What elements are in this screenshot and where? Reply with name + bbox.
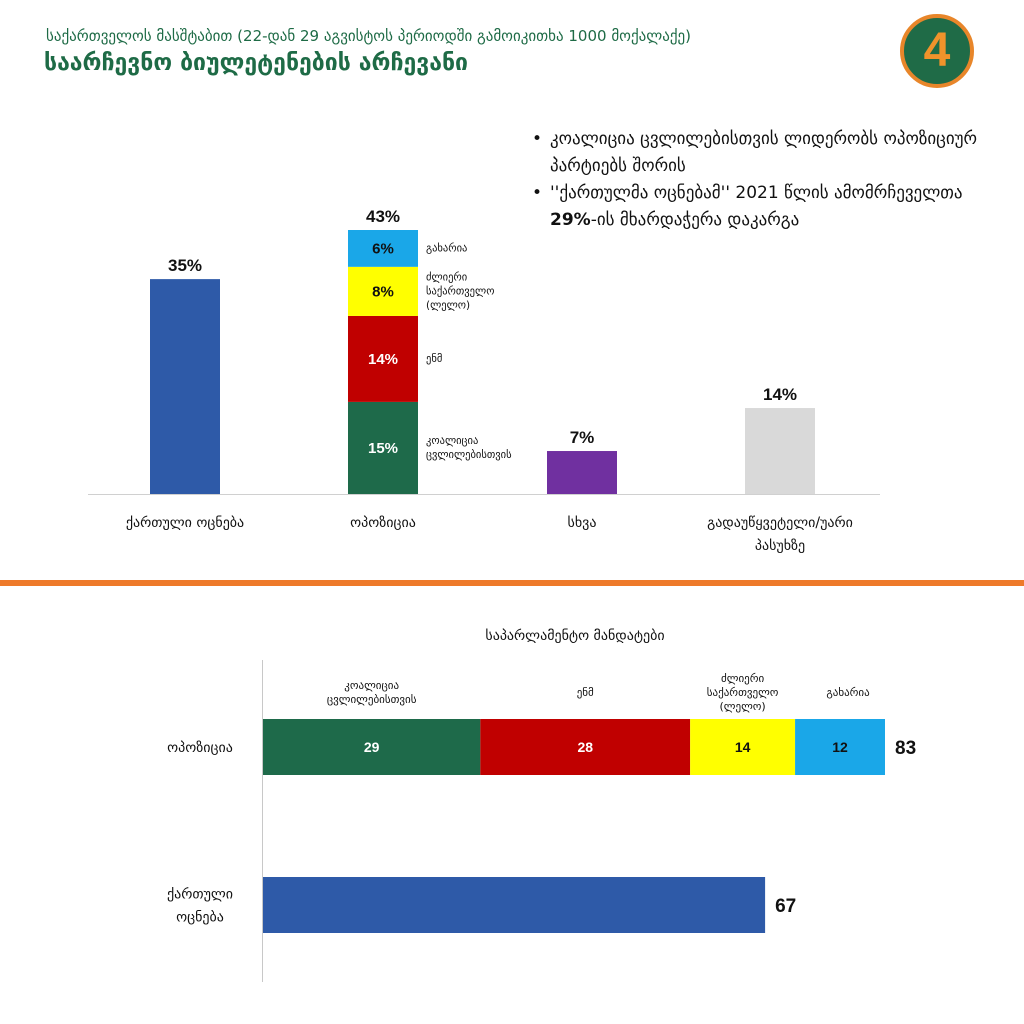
seat-legend-label-line-2: საქართველო xyxy=(706,686,779,699)
seat-category-label-line-1: ოპოზიცია xyxy=(167,740,233,756)
segment-value-label: 6% xyxy=(372,240,394,258)
segment-legend-label-line-1: კოალიცია xyxy=(426,434,479,447)
category-label-1: ოპოზიცია xyxy=(350,515,416,531)
seat-legend-label-line-1: გახარია xyxy=(826,686,870,699)
bar-total-label: 35% xyxy=(167,256,203,276)
bar-total-label: 7% xyxy=(569,428,595,448)
finding-2-highlight: 29% xyxy=(550,210,591,230)
bar-total-label: 43% xyxy=(365,207,401,226)
seat-bar-segment xyxy=(263,877,765,933)
segment-legend-label-line-3: (ლელო) xyxy=(426,299,471,312)
segment-legend-label-line-1: ძლიერი xyxy=(426,271,468,284)
segment-legend-label-line-2: საქართველო xyxy=(426,285,495,298)
finding-2-post: -ის მხარდაჭერა დაკარგა xyxy=(590,210,800,230)
page-number: 4 xyxy=(923,24,951,77)
seat-legend-label-line-2: ცვლილებისთვის xyxy=(326,693,417,706)
category-label-2: პასუხზე xyxy=(754,538,806,554)
segment-legend-label-line-1: გახარია xyxy=(426,242,468,255)
category-label-1: ქართული ოცნება xyxy=(125,515,245,531)
segment-value-label: 15% xyxy=(367,439,399,457)
seat-legend-label-line-1: ენმ xyxy=(576,686,594,699)
segment-legend-label-line-1: ენმ xyxy=(426,352,443,365)
category-label-1: სხვა xyxy=(567,515,597,531)
seat-total-label: 67 xyxy=(775,896,797,917)
finding-2-pre: ''ქართულმა ოცნებამ'' 2021 წლის ამომრჩეველთა xyxy=(550,183,963,203)
seat-legend-label-line-1: კოალიცია xyxy=(344,679,400,692)
seat-value-label: 29 xyxy=(363,739,380,755)
segment-value-label: 14% xyxy=(367,350,399,368)
chart-title: საპარლამენტო მანდატები xyxy=(485,628,665,644)
segment-legend-label-line-2: ცვლილებისთვის xyxy=(426,448,512,461)
seat-category-label-line-2: ოცნება xyxy=(176,909,224,926)
category-label-1: გადაუწყვეტელი/უარი xyxy=(707,515,853,531)
seat-value-label: 14 xyxy=(734,739,751,755)
subtitle: საქართველოს მასშტაბით (22-დან 29 აგვისტოს პერიოდში გამოიკითხა 1000 მოქალაქე) xyxy=(46,27,691,45)
seat-value-label: 28 xyxy=(577,739,594,755)
seat-total-label: 83 xyxy=(895,738,917,759)
seat-legend-label-line-1: ძლიერი xyxy=(721,672,765,685)
seat-legend-label-line-3: (ლელო) xyxy=(719,700,766,713)
seat-category-label-line-1: ქართული xyxy=(166,886,234,903)
bar-total-label: 14% xyxy=(762,385,798,405)
seat-value-label: 12 xyxy=(832,739,848,755)
page-title: საარჩევნო ბიულეტენების არჩევანი xyxy=(44,50,469,76)
segment-value-label: 8% xyxy=(372,283,394,301)
finding-1-text: კოალიცია ცვლილებისთვის ლიდერობს ოპოზიციურ პარტიებს შორის xyxy=(550,129,978,176)
